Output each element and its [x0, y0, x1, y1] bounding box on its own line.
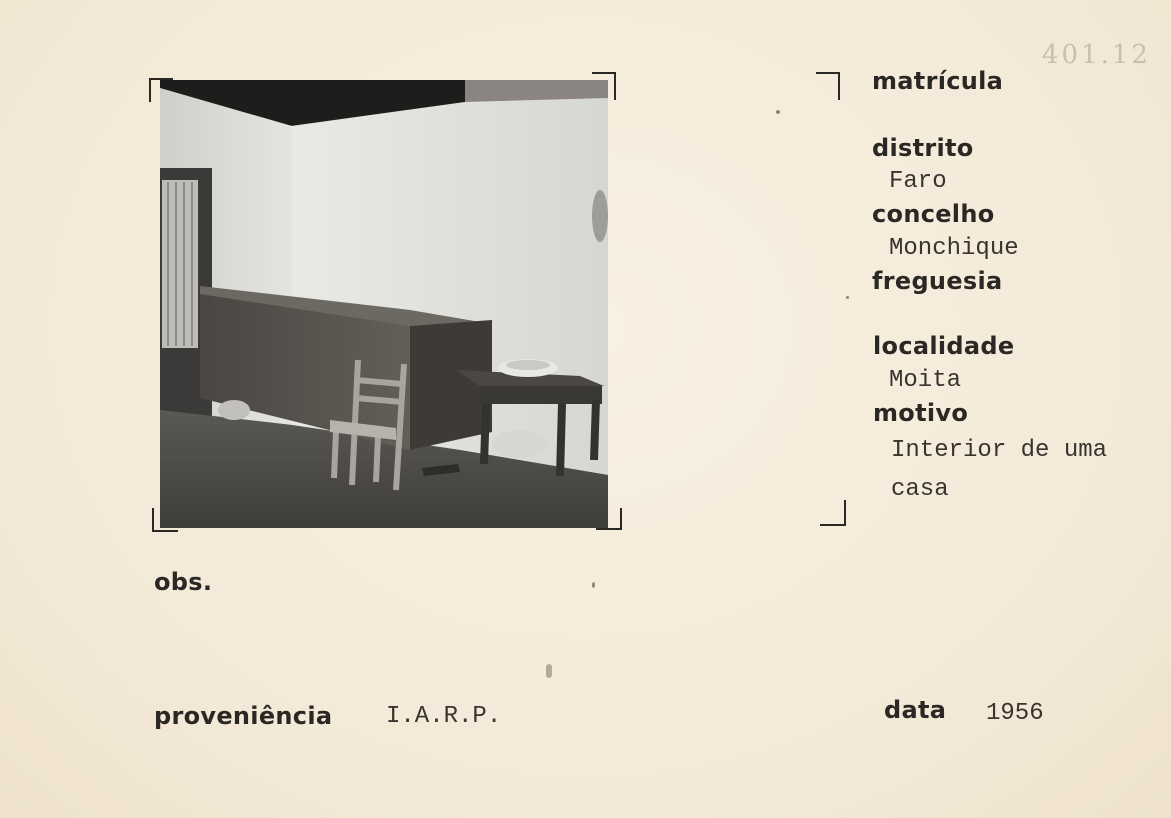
paper-speck — [776, 110, 780, 114]
paper-speck — [546, 664, 552, 678]
pencil-catalogue-number: 401.12 — [1042, 40, 1151, 70]
data-corner-bottom — [820, 500, 846, 526]
paper-speck — [846, 296, 849, 299]
label-motivo: motivo — [873, 399, 969, 427]
photo-corner-bottom-right — [596, 508, 622, 530]
label-proveniencia: proveniência — [154, 702, 333, 730]
value-distrito: Faro — [889, 168, 947, 195]
label-obs: obs. — [154, 568, 213, 596]
label-matricula: matrícula — [872, 67, 1004, 95]
photo-corner-top-left — [149, 78, 173, 102]
photo-image — [160, 80, 608, 528]
label-localidade: localidade — [873, 332, 1015, 360]
label-freguesia: freguesia — [872, 267, 1003, 295]
value-motivo-line2: casa — [891, 476, 949, 503]
paper-speck — [592, 582, 595, 588]
value-concelho: Monchique — [889, 235, 1019, 262]
photo-corner-bottom-left — [152, 508, 178, 532]
label-data: data — [884, 696, 947, 724]
photo-corner-top-right — [592, 72, 616, 100]
value-data: 1956 — [986, 700, 1044, 727]
value-motivo-line1: Interior de uma — [891, 437, 1108, 464]
label-concelho: concelho — [872, 200, 995, 228]
data-corner-top — [816, 72, 840, 100]
value-localidade: Moita — [889, 367, 962, 394]
interior-photograph — [160, 80, 608, 528]
label-distrito: distrito — [872, 134, 974, 162]
value-proveniencia: I.A.R.P. — [386, 703, 502, 730]
